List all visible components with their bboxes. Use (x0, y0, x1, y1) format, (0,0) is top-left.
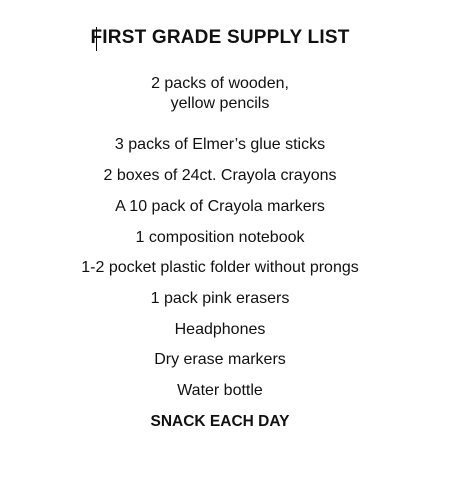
list-item: 1-2 pocket plastic folder without prongs (81, 259, 359, 276)
list-item: Headphones (174, 321, 266, 338)
list-item: A 10 pack of Crayola markers (115, 198, 325, 215)
list-item: 1 composition notebook (135, 229, 305, 246)
snack-note: SNACK EACH DAY (150, 413, 290, 430)
list-item: 3 packs of Elmer’s glue sticks (114, 136, 326, 153)
list-item: Dry erase markers (154, 351, 286, 368)
list-item: Water bottle (177, 382, 263, 399)
page-title: FIRST GRADE SUPPLY LIST (90, 27, 350, 48)
list-item: 2 packs of wooden, (151, 75, 289, 92)
list-item: yellow pencils (170, 95, 270, 112)
list-item: 1 pack pink erasers (150, 290, 290, 307)
list-item: 2 boxes of 24ct. Crayola crayons (103, 167, 337, 184)
